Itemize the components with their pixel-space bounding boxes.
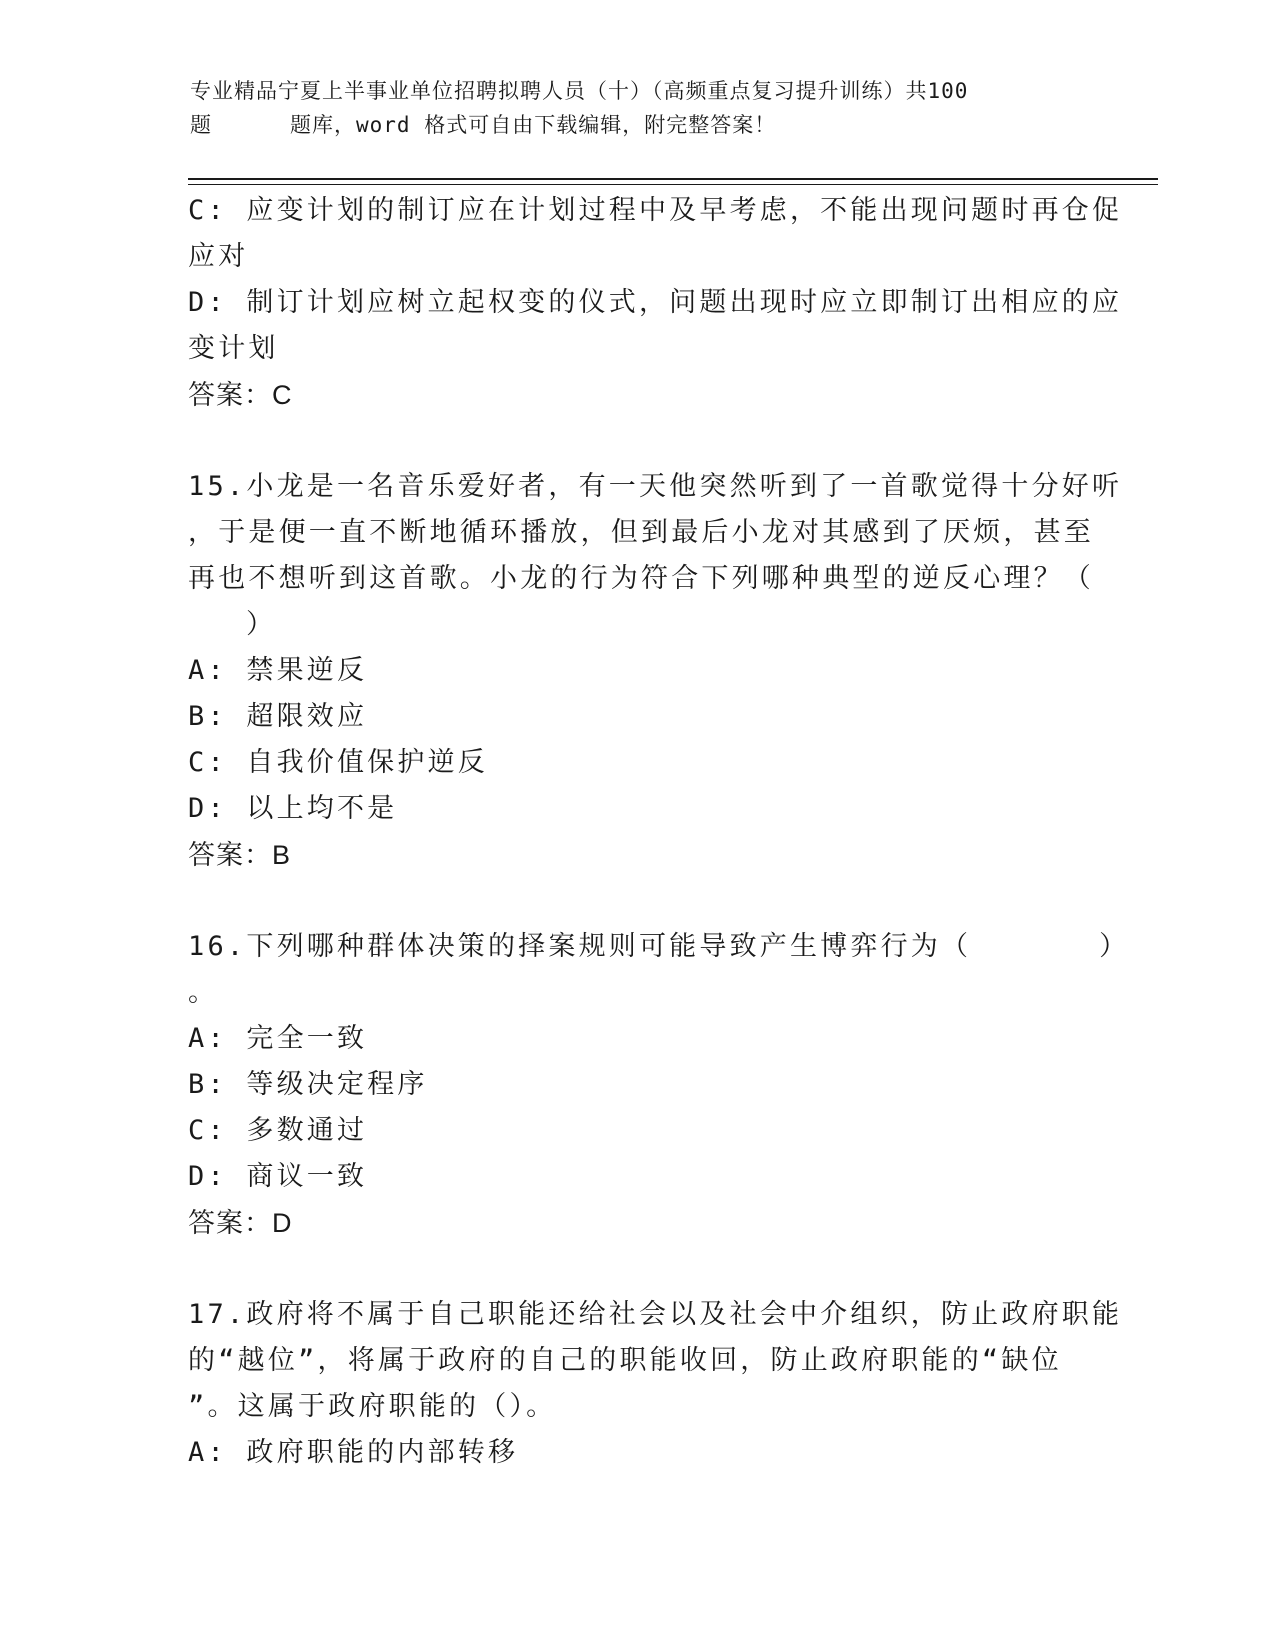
document-header (190, 74, 1090, 142)
q14-answer: 答案：C (188, 380, 293, 410)
q16-stem-text: 16.下列哪种群体决策的择案规则可能导致产生博弈行为（ (188, 931, 972, 962)
q15-stem-line3: 再也不想听到这首歌。小龙的行为符合下列哪种典型的逆反心理？（ (188, 563, 1094, 594)
q15-option-b: B: 超限效应 (188, 701, 368, 732)
q16-option-b: B: 等级决定程序 (188, 1069, 428, 1100)
header-line2-left: 题 (190, 113, 212, 137)
header-title-line1: 专业精品宁夏上半事业单位招聘拟聘人员（十）（高频重点复习提升训练）共100 (190, 79, 969, 103)
q16-answer: 答案：D (188, 1208, 293, 1238)
q16-stem-close-paren: ） (1099, 931, 1130, 962)
q15-option-d: D: 以上均不是 (188, 793, 398, 824)
q17-option-a: A: 政府职能的内部转移 (188, 1437, 519, 1468)
q15-answer: 答案：B (188, 840, 292, 870)
q16-option-c: C: 多数通过 (188, 1115, 368, 1146)
q15-option-a: A: 禁果逆反 (188, 655, 368, 686)
q17-stem-line2: 的“越位”，将属于政府的自己的职能收回，防止政府职能的“缺位 (188, 1345, 1062, 1376)
q14-option-d-line2: 变计划 (188, 333, 279, 364)
q15-option-c: C: 自我价值保护逆反 (188, 747, 488, 778)
q17-stem-line3: ”。这属于政府职能的（）。 (188, 1391, 557, 1422)
q14-option-c-line1: C: 应变计划的制订应在计划过程中及早考虑，不能出现问题时再仓促 (188, 195, 1123, 226)
q14-option-c-line2: 应对 (188, 241, 249, 272)
q15-stem-line2: ，于是便一直不断地循环播放，但到最后小龙对其感到了厌烦，甚至 (188, 517, 1094, 548)
q16-stem-line2: 。 (188, 977, 219, 1008)
q16-option-d: D: 商议一致 (188, 1161, 368, 1192)
header-divider-thin (188, 184, 1158, 185)
header-title-line2 (190, 108, 1090, 142)
q15-stem-line1: 15.小龙是一名音乐爱好者，有一天他突然听到了一首歌觉得十分好听 (188, 471, 1123, 502)
q15-stem-line4: ） (246, 609, 277, 640)
q16-stem-line1 (188, 924, 1130, 970)
question-content (188, 188, 1130, 1476)
header-line2-right: 题库，word 格式可自由下载编辑，附完整答案！ (290, 113, 777, 137)
q16-option-a: A: 完全一致 (188, 1023, 368, 1054)
q17-stem-line1: 17.政府将不属于自己职能还给社会以及社会中介组织，防止政府职能 (188, 1299, 1123, 1330)
header-divider-thick (188, 178, 1158, 180)
q14-option-d-line1: D: 制订计划应树立起权变的仪式，问题出现时应立即制订出相应的应 (188, 287, 1123, 318)
